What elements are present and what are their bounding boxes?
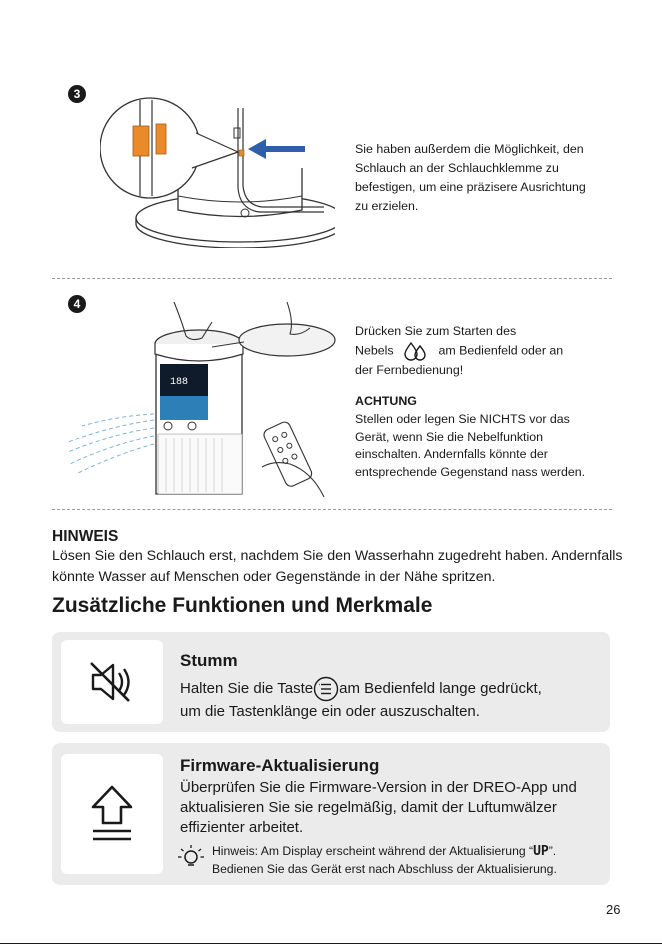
feature-icon-box	[61, 640, 163, 724]
step-4-line2-a: Nebels	[355, 343, 394, 358]
step-4-line3: der Fernbedienung!	[355, 363, 464, 377]
feature-card-firmware	[52, 743, 610, 885]
warning-text: Stellen oder legen Sie NICHTS vor das Gerät, wenn Sie die Nebelfunktion einschalten. Andernfalls könnte der entsprechende Gegenstand nass werden.	[355, 412, 586, 479]
hint-text-line2: Bedienen Sie das Gerät erst nach Abschluss der Aktualisierung.	[212, 861, 557, 876]
divider	[52, 278, 612, 279]
note-text: Lösen Sie den Schlauch erst, nachdem Sie den Wasserhahn zugedreht haben. Andernfalls könnte Wasser auf Menschen oder Gegenstände in der Nähe spritzen.	[52, 548, 623, 585]
divider	[52, 509, 612, 510]
feature-text-mute-c: um die Tastenklänge ein oder auszuschalten.	[180, 703, 480, 720]
feature-icon-box	[61, 754, 163, 874]
step-4-line2-b: am Bedienfeld oder an	[438, 343, 564, 358]
page-number: 26	[606, 902, 621, 917]
firmware-hint	[212, 843, 607, 877]
feature-title-mute: Stumm	[180, 651, 238, 670]
note-title: HINWEIS	[52, 528, 119, 545]
footer-rule	[0, 943, 662, 944]
step-number-3: 3	[68, 85, 86, 103]
feature-text-firmware: Überprüfen Sie die Firmware-Version in der DREO-App und aktualisieren Sie sie regelmäßig, damit der Luftumwälzer effizienter arbeitet.	[180, 779, 577, 836]
hint-text-b: ”.	[548, 844, 557, 858]
hose-clamp-illustration	[100, 88, 335, 248]
feature-text-mute	[180, 676, 600, 722]
step-number-4: 4	[68, 295, 86, 313]
lightbulb-icon	[178, 844, 204, 870]
hint-text-a: Hinweis: Am Display erscheint während der Aktualisierung “	[212, 844, 534, 858]
feature-title-firmware: Firmware-Aktualisierung	[180, 756, 380, 775]
speaker-mute-icon	[87, 659, 137, 705]
display-up-indicator: UP	[533, 844, 549, 859]
feature-text-mute-a: Halten Sie die Taste	[180, 679, 314, 697]
feature-text-mute-b: am Bedienfeld lange gedrückt,	[339, 679, 542, 697]
step-4-line1: Drücken Sie zum Starten des	[355, 324, 517, 338]
mist-drop-icon	[401, 341, 431, 361]
step-4-text	[355, 322, 605, 481]
feature-card-mute	[52, 632, 610, 732]
mist-start-illustration	[62, 292, 342, 497]
step-4-line2	[355, 341, 605, 361]
menu-button-icon	[313, 676, 339, 702]
warning-title: ACHTUNG	[355, 394, 417, 408]
upload-arrow-icon	[89, 783, 135, 845]
section-title: Zusätzliche Funktionen und Merkmale	[52, 594, 433, 617]
svg-text:188: 188	[170, 377, 189, 388]
step-3-text: Sie haben außerdem die Möglichkeit, den Schlauch an der Schlauchklemme zu befestigen, um eine präzisere Ausrichtung zu erzielen.	[355, 142, 586, 213]
